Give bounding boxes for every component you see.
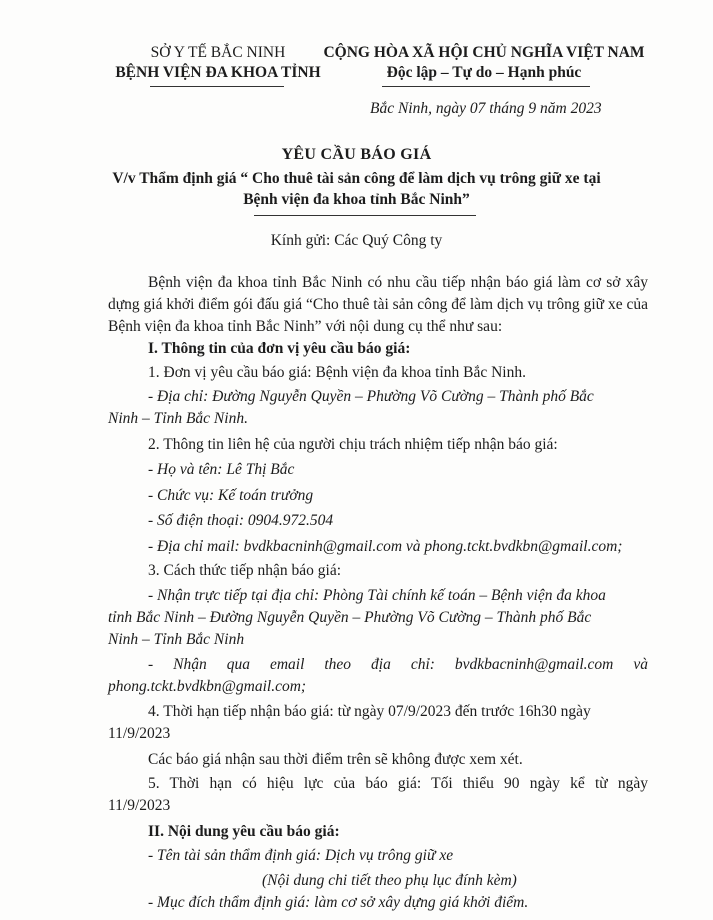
detail-note: (Nội dung chi tiết theo phụ lục đính kèm) bbox=[262, 872, 517, 889]
asset-name: - Tên tài sản thẩm định giá: Dịch vụ trông giữ xe bbox=[148, 847, 454, 864]
email-receive-line-1: - Nhận qua email theo địa chỉ: bvdkbacninh@gmail.com và bbox=[148, 656, 648, 673]
motto-underline bbox=[382, 86, 590, 87]
late-quote-note: Các báo giá nhận sau thời điểm trên sẽ không được xem xét. bbox=[148, 751, 523, 768]
date-line: Bắc Ninh, ngày 07 tháng 9 năm 2023 bbox=[370, 100, 602, 117]
department-name: SỞ Y TẾ BẮC NINH bbox=[150, 44, 286, 61]
hospital-name-underline bbox=[150, 86, 284, 87]
receive-method-heading: 3. Cách thức tiếp nhận báo giá: bbox=[148, 562, 342, 579]
national-motto: Độc lập – Tự do – Hạnh phúc bbox=[386, 64, 582, 81]
validity-line-2: 11/9/2023 bbox=[108, 797, 171, 814]
direct-receive-line-3: Ninh – Tỉnh Bắc Ninh bbox=[108, 631, 245, 648]
contact-position: - Chức vụ: Kế toán trưởng bbox=[148, 487, 314, 504]
national-title: CỘNG HÒA XÃ HỘI CHỦ NGHĨA VIỆT NAM bbox=[323, 44, 645, 61]
subject-line-1: V/v Thẩm định giá “ Cho thuê tài sản công để làm dịch vụ trông giữ xe tại bbox=[112, 170, 601, 187]
email-receive-line-2: phong.tckt.bvdkbn@gmail.com; bbox=[108, 678, 307, 695]
address-line-1: - Địa chỉ: Đường Nguyễn Quyền – Phường Võ Cường – Thành phố Bắc bbox=[148, 388, 594, 405]
requester-unit: 1. Đơn vị yêu cầu báo giá: Bệnh viện đa khoa tỉnh Bắc Ninh. bbox=[148, 364, 526, 381]
subject-underline bbox=[254, 215, 476, 216]
contact-heading: 2. Thông tin liên hệ của người chịu trách nhiệm tiếp nhận báo giá: bbox=[148, 436, 558, 453]
purpose: - Mục đích thẩm định giá: làm cơ sở xây dựng giá khởi điểm. bbox=[148, 894, 529, 911]
deadline-line-2: 11/9/2023 bbox=[108, 725, 171, 742]
hospital-name: BỆNH VIỆN ĐA KHOA TỈNH bbox=[115, 64, 321, 81]
subject-line-2: Bệnh viện đa khoa tỉnh Bắc Ninh” bbox=[243, 191, 470, 208]
contact-name: - Họ và tên: Lê Thị Bắc bbox=[148, 461, 295, 478]
section-2-heading: II. Nội dung yêu cầu báo giá: bbox=[148, 823, 340, 840]
direct-receive-line-1: - Nhận trực tiếp tại địa chỉ: Phòng Tài chính kế toán – Bệnh viện đa khoa bbox=[148, 587, 606, 604]
intro-paragraph: Bệnh viện đa khoa tỉnh Bắc Ninh có nhu cầu tiếp nhận báo giá làm cơ sở xây dựng giá khởi điểm gói đấu giá “Cho thuê tài sản công để làm dịch vụ trông giữ xe của Bệnh viện đa khoa tỉnh Bắc Ninh” với nội dung cụ thể như sau: bbox=[108, 274, 648, 335]
section-1-heading: I. Thông tin của đơn vị yêu cầu báo giá: bbox=[148, 340, 411, 357]
address-line-2: Ninh – Tỉnh Bắc Ninh. bbox=[108, 410, 248, 427]
greeting: Kính gửi: Các Quý Công ty bbox=[270, 232, 443, 249]
direct-receive-line-2: tỉnh Bắc Ninh – Đường Nguyễn Quyền – Phường Võ Cường – Thành phố Bắc bbox=[108, 609, 592, 626]
document-title: YÊU CẦU BÁO GIÁ bbox=[281, 146, 432, 163]
deadline-line-1: 4. Thời hạn tiếp nhận báo giá: từ ngày 07/9/2023 đến trước 16h30 ngày bbox=[148, 703, 591, 720]
contact-email: - Địa chỉ mail: bvdkbacninh@gmail.com và phong.tckt.bvdkbn@gmail.com; bbox=[148, 538, 623, 555]
validity-line-1: 5. Thời hạn có hiệu lực của báo giá: Tối thiểu 90 ngày kể từ ngày bbox=[148, 775, 648, 792]
contact-phone: - Số điện thoại: 0904.972.504 bbox=[148, 512, 334, 529]
